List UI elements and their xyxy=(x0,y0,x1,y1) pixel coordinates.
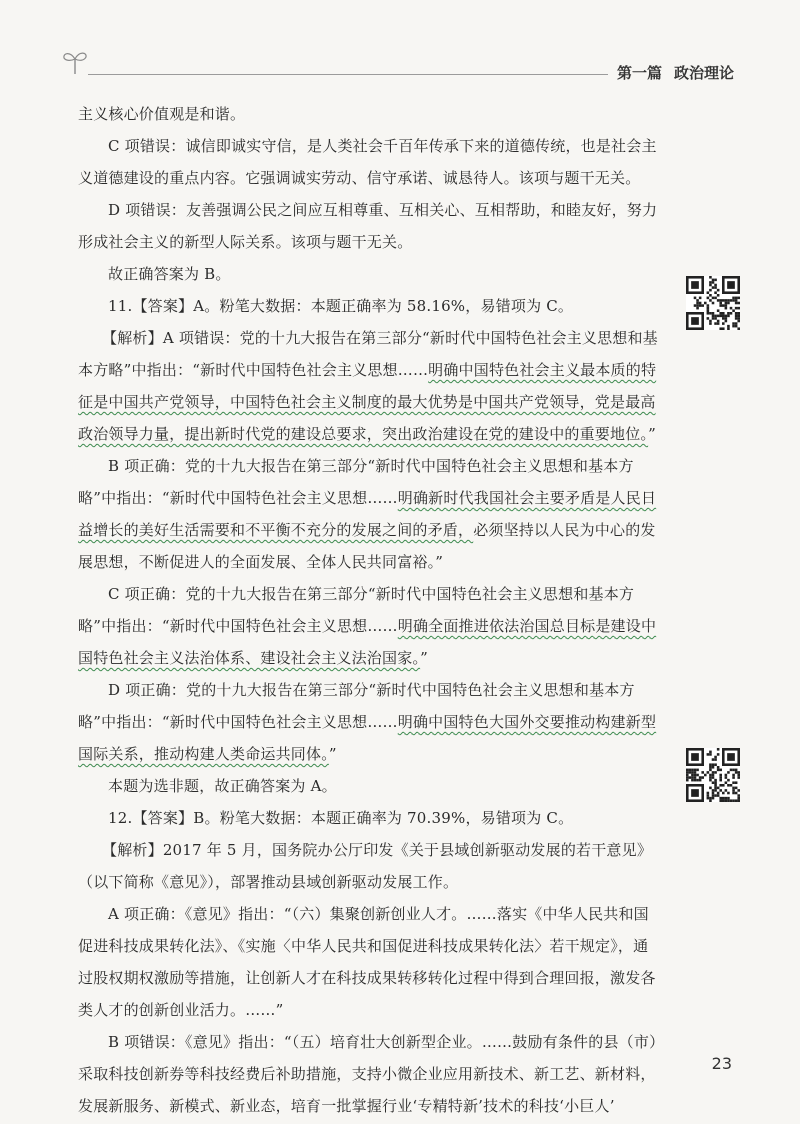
underlined-text: 明确新时代我国社会主要矛盾是人民日益增长的美好生活需要和不平衡不充分的发展之间的矛盾， xyxy=(78,489,657,539)
answer-label: 11.【答案】 xyxy=(108,297,194,315)
header-rule xyxy=(88,74,608,75)
analysis-label: 【解析】 xyxy=(102,329,163,347)
header-section-title: 政治理论 xyxy=(673,64,734,82)
paragraph: 故正确答案为 B。 xyxy=(108,265,231,283)
text-run: ” xyxy=(328,745,337,763)
q11-analysis-a xyxy=(78,322,660,450)
text-run: ” xyxy=(420,649,428,667)
underlined-text: 明确中国特色大国外交要推动构建新型国际关系，推动构建人类命运共同体。 xyxy=(78,713,657,763)
answer-label: 12.【答案】 xyxy=(108,809,194,827)
header-title xyxy=(617,62,734,83)
q12-analysis-b: B 项错误：《意见》指出：“（五）培育壮大创新型企业。……鼓励有条件的县（市）采取科技创新券等科技经费后补助措施，支持小微企业应用新技术、新工艺、新材料，发展新服务、新模式、新业态，培育一批掌握行业‘专精特新’技术的科技‘小巨人’ xyxy=(78,1033,657,1115)
q11-conclusion: 本题为选非题，故正确答案为 A。 xyxy=(108,777,337,795)
q11-analysis-b xyxy=(78,450,660,578)
page-number: 23 xyxy=(711,1054,732,1073)
q12-answer xyxy=(78,802,660,834)
paragraph: D 项错误：友善强调公民之间应互相尊重、互相关心、互相帮助，和睦友好，努力形成社会主义的新型人际关系。该项与题干无关。 xyxy=(78,201,658,251)
qr-code-icon[interactable] xyxy=(686,748,740,802)
text-run: C 项正确：党的十九大报告在第三部分“新时代中国特色社会主义思想和基本方略”中指出：“新时代中国特色社会主义思想…… xyxy=(78,585,635,635)
paragraph: 主义核心价值观是和谐。 xyxy=(78,105,246,123)
text-run: ” xyxy=(648,425,656,443)
answer-text: B。粉笔大数据：本题正确率为 70.39%，易错项为 C。 xyxy=(193,809,574,827)
text-run: B 项正确：党的十九大报告在第三部分“新时代中国特色社会主义思想和基本方略”中指出：“新时代中国特色社会主义思想…… xyxy=(78,457,634,507)
text-run: 必须坚持以人民为中心的发展思想，不断促进人的全面发展、全体人民共同富裕。” xyxy=(78,521,656,571)
text-run: A 项错误：党的十九大报告在第三部分“新时代中国特色社会主义思想和基本方略”中指出：“新时代中国特色社会主义思想…… xyxy=(78,329,658,379)
answer-text: A。粉笔大数据：本题正确率为 58.16%，易错项为 C。 xyxy=(193,297,574,315)
q11-analysis-d xyxy=(78,674,660,770)
qr-code-icon[interactable] xyxy=(686,276,740,330)
q12-analysis xyxy=(78,834,660,898)
text-run: 2017 年 5 月，国务院办公厅印发《关于县域创新驱动发展的若干意见》（以下简称《意见》），部署推动县域创新驱动发展工作。 xyxy=(78,841,653,891)
page-content xyxy=(78,98,660,1122)
sprout-icon xyxy=(60,46,90,76)
q12-analysis-a: A 项正确：《意见》指出：“（六）集聚创新创业人才。……落实《中华人民共和国促进科技成果转化法》、《实施〈中华人民共和国促进科技成果转化法〉若干规定》，通过股权期权激励等措施，让创新人才在科技成果转移转化过程中得到合理回报，激发各类人才的创新创业活力。……” xyxy=(78,905,656,1019)
analysis-label: 【解析】 xyxy=(102,841,163,859)
paragraph: C 项错误：诚信即诚实守信，是人类社会千百年传承下来的道德传统，也是社会主义道德建设的重点内容。它强调诚实劳动、信守承诺、诚恳待人。该项与题干无关。 xyxy=(78,137,657,187)
q11-analysis-c xyxy=(78,578,660,674)
text-run: D 项正确：党的十九大报告在第三部分“新时代中国特色社会主义思想和基本方略”中指出：“新时代中国特色社会主义思想…… xyxy=(78,681,635,731)
underlined-text: 明确中国特色社会主义最本质的特征是中国共产党领导，中国特色社会主义制度的最大优势是中国共产党领导，党是最高政治领导力量，提出新时代党的建设总要求，突出政治建设在党的建设中的重要地位。 xyxy=(78,361,657,443)
q11-answer xyxy=(78,290,660,322)
underlined-text: 明确全面推进依法治国总目标是建设中国特色社会主义法治体系、建设社会主义法治国家。 xyxy=(78,617,657,667)
header-part: 第一篇 xyxy=(616,64,662,82)
